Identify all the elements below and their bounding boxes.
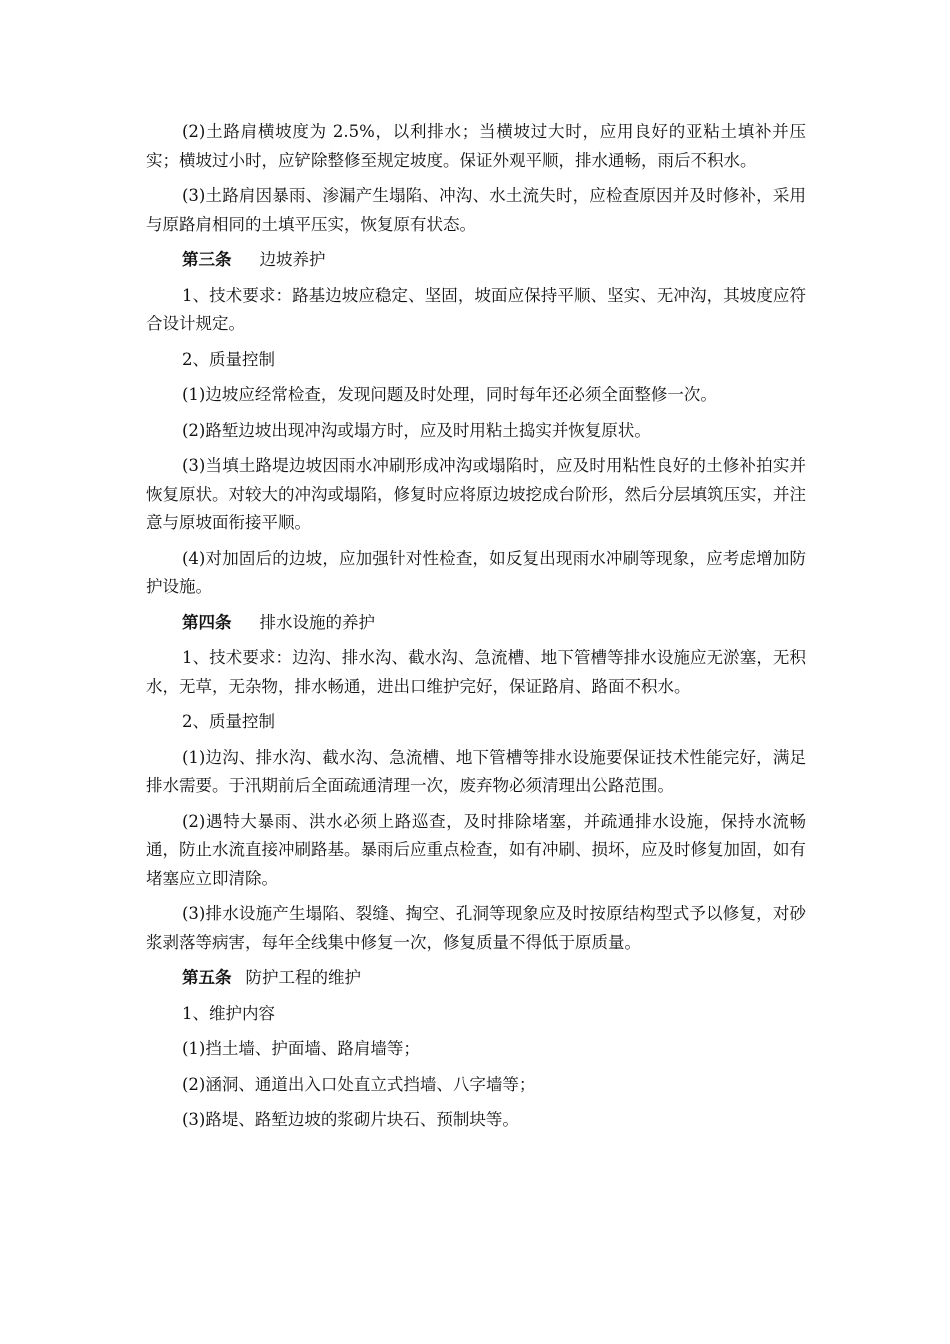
paragraph-slope-item-4: (4)对加固后的边坡，应加强针对性检查，如反复出现雨水冲刷等现象，应考虑增加防护设施。 xyxy=(146,548,806,596)
article-number: 第三条 xyxy=(182,250,232,269)
document-body xyxy=(146,118,806,1142)
paragraph-slope-item-1: (1)边坡应经常检查，发现问题及时处理，同时每年还必须全面整修一次。 xyxy=(182,385,717,404)
paragraph-maintenance-item-2: (2)涵洞、通道出入口处直立式挡墙、八字墙等； xyxy=(182,1074,536,1094)
paragraph-maintenance-item-3: (3)路堤、路堑边坡的浆砌片块石、预制块等。 xyxy=(182,1110,519,1129)
article-4-heading xyxy=(146,609,806,638)
paragraph-drainage-item-2: (2)遇特大暴雨、洪水必须上路巡查，及时排除堵塞，并疏通排水设施，保持水流畅通，防止水流直接冲刷路基。暴雨后应重点检查，如有冲刷、损坏，应及时修复加固，如有堵塞应立即清除。 xyxy=(146,811,806,888)
paragraph-slope-requirements: 1、技术要求：路基边坡应稳定、坚固，坡面应保持平顺、坚实、无冲沟，其坡度应符合设计规定。 xyxy=(146,285,806,333)
paragraph-maintenance-content: 1、维护内容 xyxy=(182,1003,275,1023)
article-title: 防护工程的维护 xyxy=(245,968,361,987)
paragraph-drainage-item-1: (1)边沟、排水沟、截水沟、急流槽、地下管槽等排水设施要保证技术性能完好，满足排水需要。于汛期前后全面疏通清理一次，废弃物必须清理出公路范围。 xyxy=(146,747,806,795)
article-title: 排水设施的养护 xyxy=(259,612,375,632)
article-title: 边坡养护 xyxy=(259,250,326,269)
article-3-heading xyxy=(146,246,806,275)
paragraph-slope-quality-control: 2、质量控制 xyxy=(182,349,275,369)
paragraph-drainage-requirements: 1、技术要求：边沟、排水沟、截水沟、急流槽、地下管槽等排水设施应无淤塞，无积水，无草，无杂物，排水畅通，进出口维护完好，保证路肩、路面不积水。 xyxy=(146,648,806,696)
paragraph-shoulder-slope: (2)土路肩横坡度为 2.5%，以利排水；当横坡过大时，应用良好的亚粘土填补并压实；横坡过小时，应铲除整修至规定坡度。保证外观平顺，排水通畅，雨后不积水。 xyxy=(146,122,806,170)
paragraph-drainage-item-3: (3)排水设施产生塌陷、裂缝、掏空、孔洞等现象应及时按原结构型式予以修复，对砂浆剥落等病害，每年全线集中修复一次，修复质量不得低于原质量。 xyxy=(146,904,806,952)
article-5-heading xyxy=(146,964,806,993)
paragraph-shoulder-repair: (3)土路肩因暴雨、渗漏产生塌陷、冲沟、水土流失时，应检查原因并及时修补，采用与原路肩相同的土填平压实，恢复原有状态。 xyxy=(146,186,806,234)
paragraph-maintenance-item-1: (1)挡土墙、护面墙、路肩墙等； xyxy=(182,1039,420,1058)
article-number: 第五条 xyxy=(182,968,232,987)
paragraph-slope-item-3: (3)当填土路堤边坡因雨水冲刷形成冲沟或塌陷时，应及时用粘性良好的土修补拍实并恢复原状。对较大的冲沟或塌陷，修复时应将原边坡挖成台阶形，然后分层填筑压实，并注意与原坡面衔接平顺。 xyxy=(146,456,806,532)
paragraph-slope-item-2: (2)路堑边坡出现冲沟或塌方时，应及时用粘土捣实并恢复原状。 xyxy=(182,420,651,440)
article-number: 第四条 xyxy=(182,612,232,632)
paragraph-drainage-quality-control: 2、质量控制 xyxy=(182,712,275,731)
